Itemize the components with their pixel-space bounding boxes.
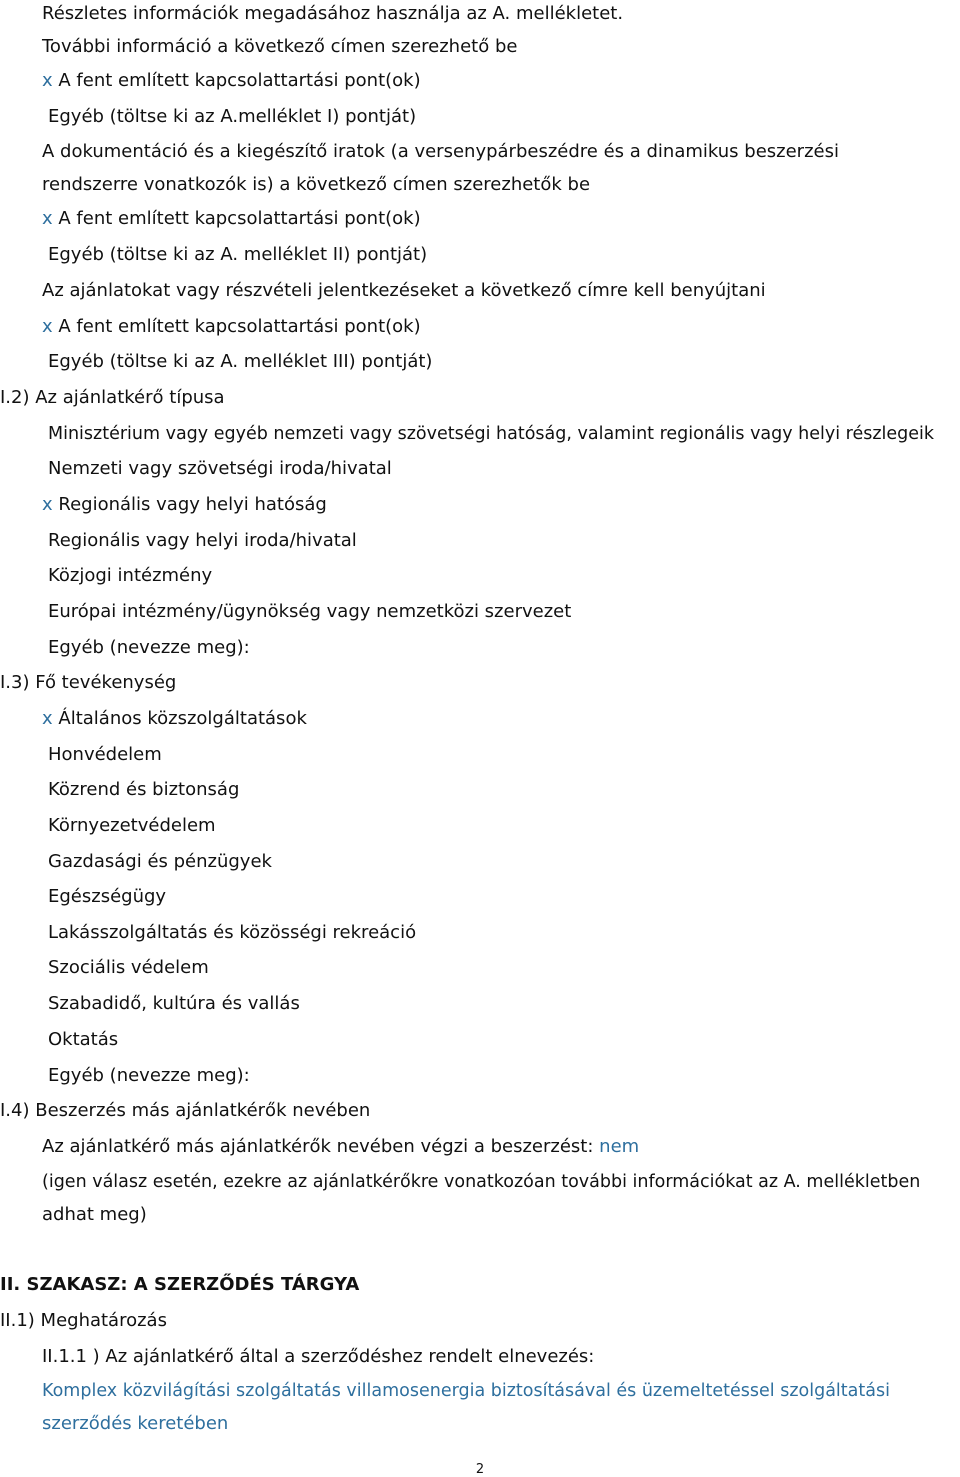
behalf-note-line1: (igen válasz esetén, ezekre az ajánlatkérőkre vonatkozóan további információkat az A. mellékletben [42, 1172, 921, 1192]
activity-option-defence: Honvédelem [48, 744, 162, 765]
documents-heading-line2: rendszerre vonatkozók is) a következő címen szerezhetők be [42, 174, 591, 195]
activity-option-environment: Környezetvédelem [48, 815, 216, 836]
authority-option-regional-authority: x Regionális vagy helyi hatóság [42, 494, 327, 515]
authority-option-national-office: Nemzeti vagy szövetségi iroda/hivatal [48, 458, 392, 479]
activity-option-public-order: Közrend és biztonság [48, 779, 240, 800]
authority-type-heading: I.2) Az ajánlatkérő típusa [0, 387, 225, 408]
activity-option-economic: Gazdasági és pénzügyek [48, 851, 272, 872]
activity-option-health: Egészségügy [48, 886, 167, 907]
behalf-heading: I.4) Beszerzés más ajánlatkérők nevében [0, 1100, 371, 1121]
authority-option-regional-office: Regionális vagy helyi iroda/hivatal [48, 530, 357, 551]
further-info-heading: További információ a következő címen szerezhető be [42, 36, 518, 57]
check-mark-icon: x [42, 708, 53, 729]
behalf-question: Az ajánlatkérő más ajánlatkérők nevében végzi a beszerzést: nem [42, 1136, 640, 1157]
documents-option-contact: x A fent említett kapcsolattartási pont(ok) [42, 208, 421, 229]
check-mark-icon: x [42, 70, 53, 91]
check-mark-icon: x [42, 208, 53, 229]
further-info-option-contact: x A fent említett kapcsolattartási pont(ok) [42, 70, 421, 91]
activity-option-education: Oktatás [48, 1029, 119, 1050]
submissions-heading: Az ajánlatokat vagy részvételi jelentkezéseket a következő címre kell benyújtani [42, 280, 766, 301]
activity-option-housing: Lakásszolgáltatás és közösségi rekreáció [48, 922, 417, 943]
behalf-answer: nem [599, 1136, 640, 1157]
activity-option-culture: Szabadidő, kultúra és vallás [48, 993, 300, 1014]
authority-option-ministry: Minisztérium vagy egyéb nemzeti vagy szövetségi hatóság, valamint regionális vagy helyi részlegeik [48, 424, 935, 444]
activity-option-social: Szociális védelem [48, 957, 209, 978]
contract-name-value-line1: Komplex közvilágítási szolgáltatás villamosenergia biztosításával és üzemeltetéssel szolgáltatási [42, 1381, 890, 1401]
main-activity-heading: I.3) Fő tevékenység [0, 672, 177, 693]
section-2-title: II. SZAKASZ: A SZERZŐDÉS TÁRGYA [0, 1274, 360, 1295]
authority-option-other: Egyéb (nevezze meg): [48, 637, 250, 658]
documents-heading-line1: A dokumentáció és a kiegészítő iratok (a versenypárbeszédre és a dinamikus beszerzési [42, 141, 839, 162]
activity-option-general-services: x Általános közszolgáltatások [42, 708, 307, 729]
further-info-option-other: Egyéb (töltse ki az A.melléklet I) pontját) [48, 106, 417, 127]
contract-name-value-line2: szerződés keretében [42, 1413, 229, 1434]
section-2-sub-heading: II.1) Meghatározás [0, 1310, 167, 1331]
contract-name-label: II.1.1 ) Az ajánlatkérő által a szerződéshez rendelt elnevezés: [42, 1346, 595, 1367]
check-mark-icon: x [42, 316, 53, 337]
authority-option-public-body: Közjogi intézmény [48, 565, 213, 586]
behalf-note-line2: adhat meg) [42, 1204, 147, 1225]
activity-option-other: Egyéb (nevezze meg): [48, 1065, 250, 1086]
documents-option-other: Egyéb (töltse ki az A. melléklet II) pontját) [48, 244, 428, 265]
submissions-option-contact: x A fent említett kapcsolattartási pont(ok) [42, 316, 421, 337]
check-mark-icon: x [42, 494, 53, 515]
authority-option-eu-institution: Európai intézmény/ügynökség vagy nemzetközi szervezet [48, 601, 572, 622]
page-number: 2 [475, 1462, 485, 1477]
intro-text: Részletes információk megadásához használja az A. mellékletet. [42, 3, 624, 24]
submissions-option-other: Egyéb (töltse ki az A. melléklet III) pontját) [48, 351, 433, 372]
